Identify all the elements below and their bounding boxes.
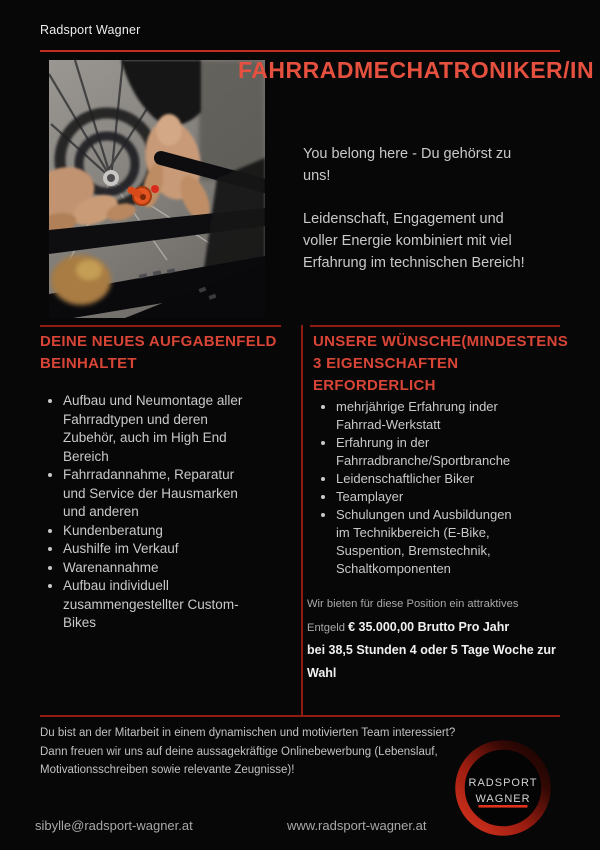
website-link[interactable]: www.radsport-wagner.at xyxy=(287,818,427,833)
requirement-item: • Leidenschaftlicher Biker xyxy=(336,470,524,488)
right-heading-line-3: ERFORDERLICH xyxy=(313,377,436,394)
requirement-item: • Erfahrung in der Fahrradbranche/Sportbranche xyxy=(336,434,524,470)
task-item: • Warenannahme xyxy=(63,559,253,578)
shoe xyxy=(51,255,111,305)
tasks-list xyxy=(46,392,253,633)
bike-mechanic-photo xyxy=(49,60,265,318)
offer-hours: bei 38,5 Stunden 4 oder 5 Tage Woche zur Wahl xyxy=(307,643,556,680)
left-heading-line-2: BEINHALTET xyxy=(40,355,137,372)
logo-text-line-2: WAGNER xyxy=(475,793,531,805)
bottom-divider-line xyxy=(40,715,560,717)
column-divider-line xyxy=(301,325,303,717)
outro-text: Du bist an der Mitarbeit in einem dynamischen und motivierten Team interessiert? Dann freuen wir uns auf deine aussagekräftige Onlinebewerbung (Lebenslauf, Motivationsschreiben sowie relevante Zeugnisse)! xyxy=(40,727,456,776)
logo-underline xyxy=(479,805,528,808)
offer-salary: € 35.000,00 Brutto Pro Jahr xyxy=(348,619,510,634)
intro-paragraph-1: You belong here - Du gehörst zu uns! xyxy=(303,146,512,184)
application-call-to-action xyxy=(40,724,472,780)
requirement-item: • Schulungen und Ausbildungen im Technikbereich (E-Bike, Suspention, Bremstechnik, Schaltkomponenten xyxy=(336,506,524,578)
task-item: • Aufbau und Neumontage aller Fahrradtypen und deren Zubehör, auch im High End Bereich xyxy=(63,392,253,466)
requirement-item: • Teamplayer xyxy=(336,488,524,506)
offer-intro: Wir bieten für diese Position ein attraktives xyxy=(307,598,519,610)
intro-text xyxy=(303,143,541,274)
right-column-top-line xyxy=(310,325,560,327)
requirement-item: • mehrjährige Erfahrung inder Fahrrad-Werkstatt xyxy=(336,398,524,434)
left-column-heading xyxy=(40,331,277,375)
intro-paragraph-2: Leidenschaft, Engagement und voller Energie kombiniert mit viel Erfahrung im technischen Bereich! xyxy=(303,211,525,271)
right-heading-line-1: UNSERE WÜNSCHE(MINDESTENS xyxy=(313,333,569,350)
radsport-wagner-logo xyxy=(454,739,552,837)
task-item: • Fahrradannahme, Reparatur und Service der Hausmarken und anderen xyxy=(63,466,253,522)
contact-email[interactable]: sibylle@radsport-wagner.at xyxy=(35,818,193,833)
right-heading-line-2: 3 EIGENSCHAFTEN xyxy=(313,355,459,372)
left-heading-line-1: DEINE NEUES AUFGABENFELD xyxy=(40,333,277,350)
offer-entgeld-label: Entgeld xyxy=(307,621,349,634)
task-item: • Aushilfe im Verkauf xyxy=(63,540,253,559)
page-title: FAHRRADMECHATRONIKER/IN xyxy=(238,57,595,83)
logo-text-line-1: RADSPORT xyxy=(468,777,538,789)
salary-offer xyxy=(307,592,563,684)
requirements-list xyxy=(319,398,524,578)
task-item: • Aufbau individuell zusammengestellter Custom-Bikes xyxy=(63,577,253,633)
right-column-heading xyxy=(313,331,568,397)
brand-name: Radsport Wagner xyxy=(40,23,141,37)
left-column-top-line xyxy=(40,325,281,327)
top-divider-line xyxy=(40,50,560,52)
task-item: • Kundenberatung xyxy=(63,522,253,541)
